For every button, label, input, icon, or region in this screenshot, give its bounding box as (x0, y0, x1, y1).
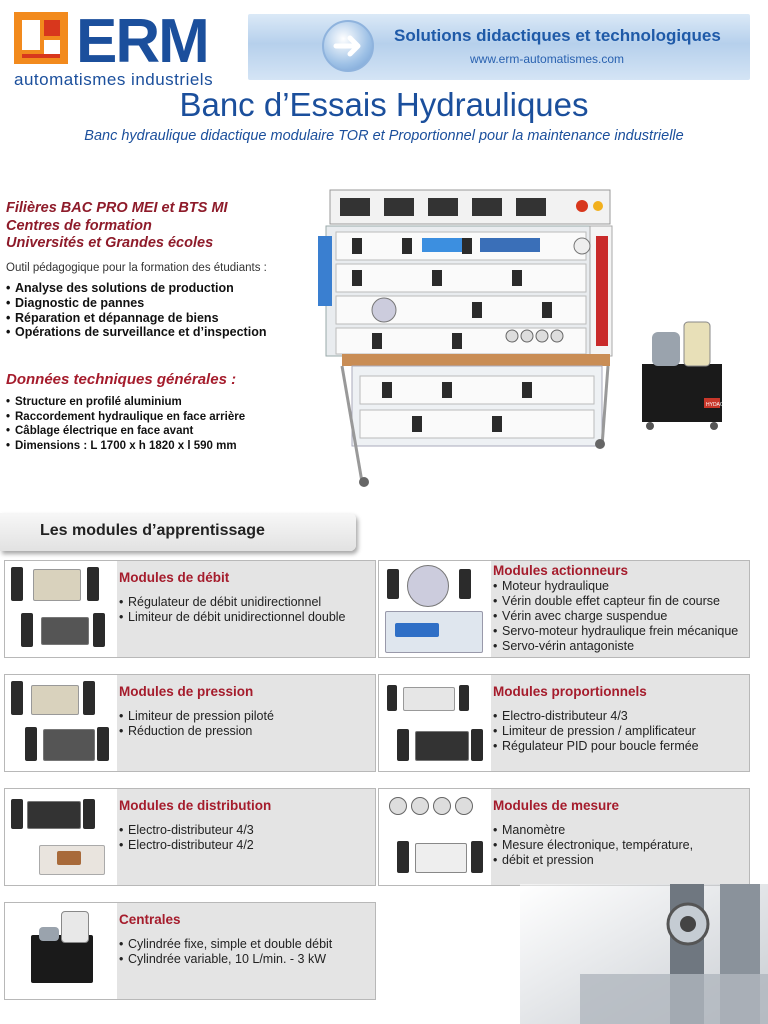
module-card-proportionnels (378, 674, 750, 772)
list-item: • Servo-moteur hydraulique frein mécanique (493, 624, 738, 639)
header-banner (248, 14, 750, 80)
module-items (493, 823, 693, 868)
list-item: • Régulateur PID pour boucle fermée (493, 739, 699, 754)
tech-list (6, 395, 245, 453)
module-card-distribution (4, 788, 376, 886)
list-item: • Electro-distributeur 4/3 (493, 709, 699, 724)
module-items (119, 709, 274, 739)
list-item: • Electro-distributeur 4/3 (119, 823, 254, 838)
module-image (379, 789, 491, 885)
list-item-continuation: débit et pression (502, 853, 594, 867)
decorative-machine-photo (520, 884, 768, 1024)
list-item: • Structure en profilé aluminium (6, 395, 245, 410)
module-card-mesure (378, 788, 750, 886)
module-title: Modules proportionnels (493, 684, 647, 699)
list-item: • Réduction de pression (119, 724, 274, 739)
audience-line: Filières BAC PRO MEI et BTS MI (6, 200, 228, 216)
module-card-actionneurs (378, 560, 750, 658)
module-title: Modules de distribution (119, 798, 272, 813)
audience-line: Universités et Grandes écoles (6, 235, 214, 251)
list-item: • Vérin avec charge suspendue (493, 609, 738, 624)
list-item: • Raccordement hydraulique en face arrière (6, 410, 245, 425)
website-link[interactable]: www.erm-automatismes.com (470, 52, 625, 66)
module-title: Modules actionneurs (493, 563, 629, 578)
page-subtitle: Banc hydraulique didactique modulaire TOR et Proportionnel pour la maintenance industrielle (84, 128, 684, 144)
module-title: Modules de débit (119, 570, 230, 585)
erm-logo (14, 7, 239, 89)
target-audience (6, 200, 228, 253)
module-title: Modules de pression (119, 684, 254, 699)
list-item: • Electro-distributeur 4/2 (119, 838, 254, 853)
intro-text: Outil pédagogique pour la formation des étudiants : (6, 262, 267, 274)
list-item: • Servo-vérin antagoniste (493, 639, 738, 654)
module-items (119, 595, 346, 625)
banner-slogan: Solutions didactiques et technologiques (394, 26, 721, 45)
brand-tagline: automatismes industriels (14, 70, 214, 89)
list-item: • Diagnostic de pannes (6, 296, 266, 311)
list-item: • Réparation et dépannage de biens (6, 311, 266, 326)
uses-list (6, 281, 266, 340)
list-item: • Analyse des solutions de production (6, 281, 266, 296)
list-item: • Câblage électrique en face avant (6, 424, 245, 439)
brand-name: ERM (76, 7, 208, 76)
module-title: Centrales (119, 912, 181, 927)
list-item: • Manomètre (493, 823, 693, 838)
list-item: • Dimensions : L 1700 x h 1820 x l 590 mm (6, 439, 245, 454)
modules-section-header (0, 513, 356, 551)
list-item: • Vérin double effet capteur fin de course (493, 594, 738, 609)
list-item: • Limiteur de pression piloté (119, 709, 274, 724)
module-image (5, 561, 117, 657)
module-items (493, 709, 699, 754)
arrow-right-icon (322, 20, 374, 72)
module-items (119, 937, 332, 967)
hydac-label: HYDAC (706, 402, 724, 408)
list-item: • Opérations de surveillance et d’inspection (6, 325, 266, 340)
list-item: • Moteur hydraulique (493, 579, 738, 594)
module-items (119, 823, 254, 853)
list-item: • Cylindrée variable, 10 L/min. - 3 kW (119, 952, 332, 967)
module-card-centrales (4, 902, 376, 1000)
list-item: • Limiteur de débit unidirectionnel double (119, 610, 346, 625)
list-item: • Cylindrée fixe, simple et double débit (119, 937, 332, 952)
module-image (379, 561, 491, 657)
list-item: • Limiteur de pression / amplificateur (493, 724, 699, 739)
list-item: • Régulateur de débit unidirectionnel (119, 595, 346, 610)
module-image (5, 675, 117, 771)
module-image (379, 675, 491, 771)
list-item-continued (493, 853, 693, 868)
module-card-pression (4, 674, 376, 772)
module-card-debit (4, 560, 376, 658)
module-image (5, 789, 117, 885)
tech-heading: Données techniques générales : (6, 371, 237, 388)
module-items (493, 579, 738, 654)
module-title: Modules de mesure (493, 798, 620, 813)
page-title: Banc d’Essais Hydrauliques (179, 86, 589, 123)
erm-logo-mark (14, 12, 68, 64)
audience-line: Centres de formation (6, 217, 152, 234)
hydraulic-bench-image (312, 186, 762, 490)
modules-heading: Les modules d’apprentissage (40, 522, 265, 539)
list-item: • Mesure électronique, température, (493, 838, 693, 853)
module-image (5, 903, 117, 999)
